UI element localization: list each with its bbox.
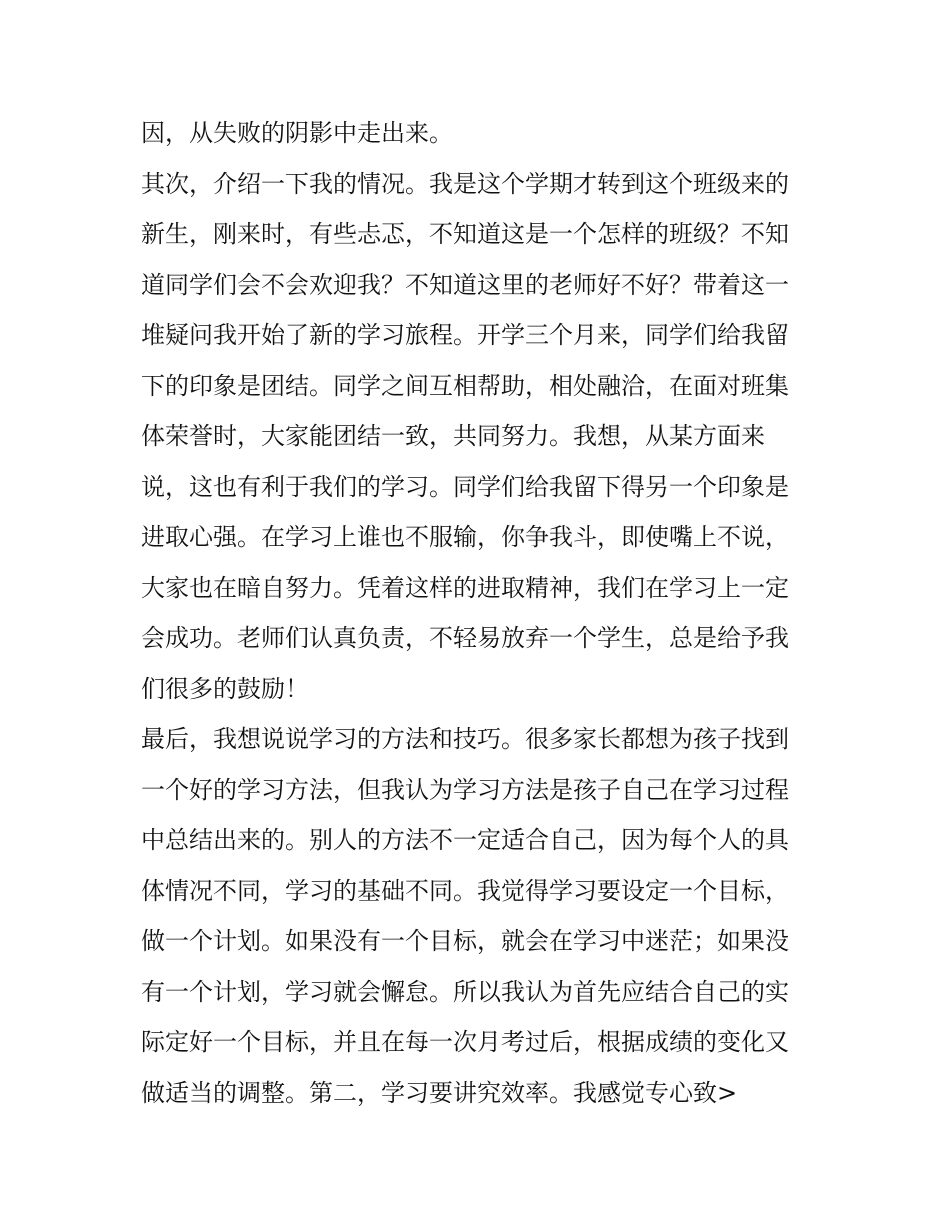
text-line: 进取心强。在学习上谁也不服输，你争我斗，即使嘴上不说， [141,523,789,551]
text-line: 最后，我想说说学习的方法和技巧。很多家长都想为孩子找到 [141,725,789,753]
text-line: 做一个计划。如果没有一个目标，就会在学习中迷茫；如果没 [141,927,789,955]
text-line: 体荣誉时，大家能团结一致，共同努力。我想，从某方面来 [141,422,765,450]
text-line: 有一个计划，学习就会懈怠。所以我认为首先应结合自己的实 [141,977,789,1006]
text-line: 体情况不同，学习的基础不同。我觉得学习要设定一个目标， [141,876,789,905]
text-line: 大家也在暗自努力。凭着这样的进取精神，我们在学习上一定 [141,573,789,602]
text-line: 其次，介绍一下我的情况。我是这个学期才转到这个班级来的 [141,169,789,198]
text-line: 道同学们会不会欢迎我？不知道这里的老师好不好？带着这一 [141,270,789,299]
text-line: 下的印象是团结。同学之间互相帮助，相处融洽，在面对班集 [141,371,789,400]
text-line: 们很多的鼓励！ [141,674,309,703]
text-line: 堆疑问我开始了新的学习旅程。开学三个月来，同学们给我留 [141,321,789,349]
text-line: 因，从失败的阴影中走出来。 [141,119,453,147]
text-line: 新生，刚来时，有些忐忑，不知道这是一个怎样的班级？不知 [141,220,789,248]
text-line: 会成功。老师们认真负责，不轻易放弃一个学生，总是给予我 [141,624,789,652]
text-line: 一个好的学习方法，但我认为学习方法是孩子自己在学习过程 [141,775,789,804]
body-text [141,108,821,1118]
text-line: 做适当的调整。第二，学习要讲究效率。我感觉专心致> [141,1078,738,1107]
text-line: 说，这也有利于我们的学习。同学们给我留下得另一个印象是 [141,472,789,501]
text-line: 中总结出来的。别人的方法不一定适合自己，因为每个人的具 [141,826,789,854]
text-line: 际定好一个目标，并且在每一次月考过后，根据成绩的变化又 [141,1028,789,1056]
